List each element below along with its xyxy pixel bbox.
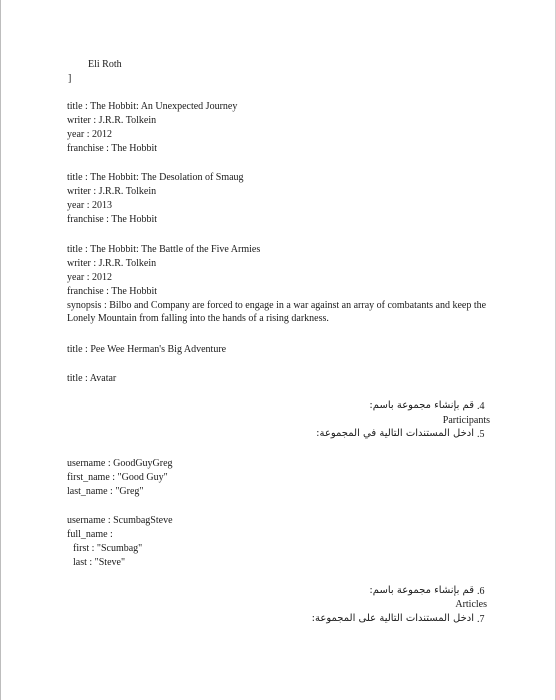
movie-title: title : Avatar	[67, 373, 117, 384]
movie-year: year : 2012	[67, 272, 112, 283]
collection-name: Articles	[455, 599, 487, 610]
movie-writer: writer : J.R.R. Tolkein	[67, 186, 157, 197]
instruction-number: .4	[477, 401, 485, 412]
participant-last-name: last_name : "Greg"	[67, 486, 144, 497]
movie-title: title : Pee Wee Herman's Big Adventure	[67, 344, 227, 355]
participant-last: last : "Steve"	[73, 557, 126, 568]
movie-writer: writer : J.R.R. Tolkein	[67, 258, 157, 269]
movie-franchise: franchise : The Hobbit	[67, 143, 158, 154]
instruction-number: .5	[477, 429, 485, 440]
movie-synopsis: synopsis : Bilbo and Company are forced to engage in a war against an array of combatants and keep the Lonely Mountain from falling into the hands of a rising darkness.	[67, 300, 487, 324]
movie-title: title : The Hobbit: An Unexpected Journey	[67, 101, 238, 112]
movie-year: year : 2013	[67, 200, 112, 211]
instruction-number: .7	[477, 614, 485, 625]
participant-username: username : ScumbagSteve	[67, 515, 173, 526]
closing-bracket: ]	[68, 73, 72, 84]
author-name: Eli Roth	[88, 59, 122, 70]
movie-franchise: franchise : The Hobbit	[67, 286, 158, 297]
participant-first: first : "Scumbag"	[73, 543, 143, 554]
participant-first-name: first_name : "Good Guy"	[67, 472, 168, 483]
movie-title: title : The Hobbit: The Desolation of Smaug	[67, 172, 244, 183]
collection-name: Participants	[442, 415, 490, 426]
instruction-text: قم بإنشاء مجموعة باسم:	[369, 400, 474, 411]
participant-username: username : GoodGuyGreg	[67, 458, 173, 469]
movie-writer: writer : J.R.R. Tolkein	[67, 115, 157, 126]
movie-title: title : The Hobbit: The Battle of the Five Armies	[67, 244, 261, 255]
participant-full-name: full_name :	[67, 529, 113, 540]
instruction-text: ادخل المستندات التالية في المجموعة:	[316, 428, 474, 439]
page-border-left	[0, 0, 1, 700]
movie-franchise: franchise : The Hobbit	[67, 214, 158, 225]
instruction-number: .6	[477, 586, 485, 597]
instruction-text: قم بإنشاء مجموعة باسم:	[369, 585, 474, 596]
movie-year: year : 2012	[67, 129, 112, 140]
instruction-text: ادخل المستندات التالية على المجموعة:	[311, 613, 474, 624]
